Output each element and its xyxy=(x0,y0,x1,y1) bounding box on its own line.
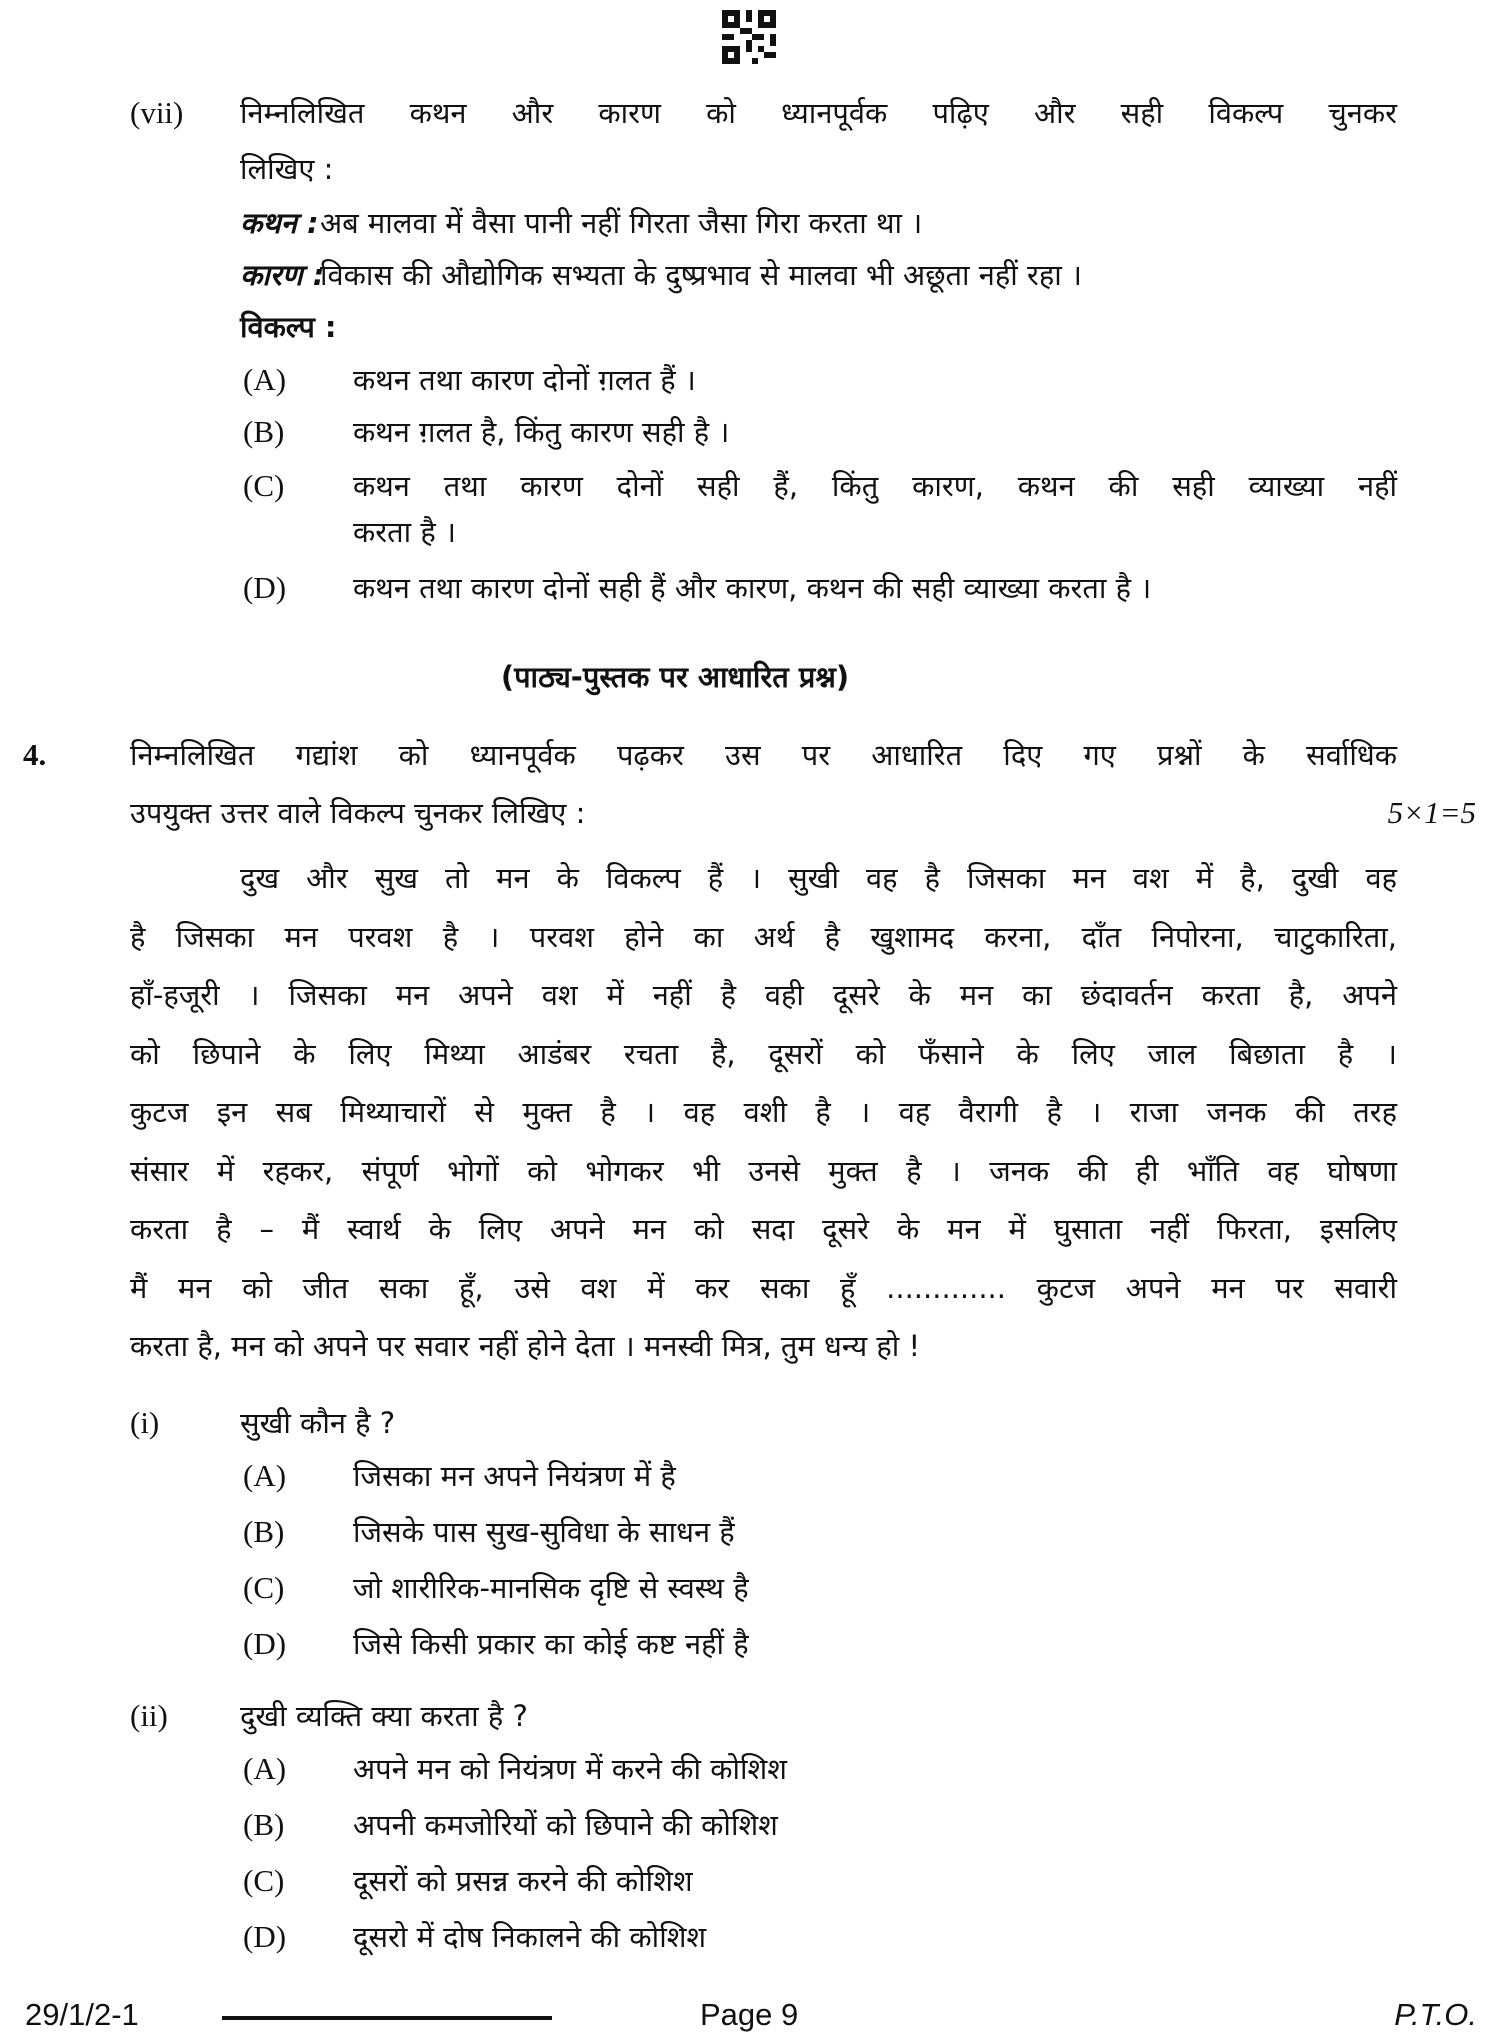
option-text: करता है । xyxy=(353,515,457,549)
option-label: (B) xyxy=(243,1807,285,1842)
option-text: अपने मन को नियंत्रण में करने की कोशिश xyxy=(353,1752,787,1786)
option-label: (D) xyxy=(243,1626,287,1661)
passage-line: है जिसका मन परवश है । परवश होने का अर्थ है खुशामद करना, दाँत निपोरना, चाटुकारिता, xyxy=(130,919,1397,954)
sub-question-number: (i) xyxy=(130,1405,160,1440)
instruction-line: उपयुक्त उत्तर वाले विकल्प चुनकर लिखिए : xyxy=(130,796,586,830)
assertion-label: कथन : xyxy=(240,206,319,240)
instruction-line: निम्नलिखित गद्यांश को ध्यानपूर्वक पढ़कर उस पर आधारित दिए गए प्रश्नों के सर्वाधिक xyxy=(130,738,1397,772)
passage-line: हाँ-हजूरी । जिसका मन अपने वश में नहीं है वही दूसरे के मन का छंदावर्तन करता है, अपने xyxy=(130,978,1397,1012)
qr-code-icon xyxy=(722,10,776,64)
option-label: (A) xyxy=(243,1458,287,1493)
assertion-text: अब मालवा में वैसा पानी नहीं गिरता जैसा गिरा करता था । xyxy=(320,206,923,240)
passage-line: संसार में रहकर, संपूर्ण भोगों को भोगकर भी उनसे मुक्त है । जनक की ही भाँति वह घोषणा xyxy=(130,1153,1397,1188)
passage-line: कुटज इन सब मिथ्याचारों से मुक्त है । वह वशी है । वह वैरागी है । राजा जनक की तरह xyxy=(130,1095,1397,1129)
sub-question-text: दुखी व्यक्ति क्या करता है ? xyxy=(240,1699,528,1733)
sub-question-number: (ii) xyxy=(130,1698,168,1733)
option-label: (A) xyxy=(243,1751,287,1786)
paper-code: 29/1/2-1 xyxy=(25,1997,139,2032)
passage-line: करता है – मैं स्वार्थ के लिए अपने मन को सदा दूसरे के मन में घुसाता नहीं फिरता, इसलिए xyxy=(130,1212,1397,1246)
section-heading: (पाठ्य-पुस्तक पर आधारित प्रश्न) xyxy=(500,660,850,694)
option-label: (D) xyxy=(243,570,287,605)
option-label: (D) xyxy=(243,1919,287,1954)
option-text: कथन ग़लत है, किंतु कारण सही है । xyxy=(353,415,730,449)
instruction-line: लिखिए : xyxy=(240,152,334,186)
sub-question-text: सुखी कौन है ? xyxy=(240,1406,396,1440)
pto-label: P.T.O. xyxy=(1394,1997,1477,2032)
option-text: कथन तथा कारण दोनों ग़लत हैं । xyxy=(353,363,696,397)
question-number: (vii) xyxy=(130,95,184,130)
option-text: कथन तथा कारण दोनों सही हैं और कारण, कथन की सही व्याख्या करता है । xyxy=(353,571,1152,605)
option-text: दूसरों को प्रसन्न करने की कोशिश xyxy=(353,1864,693,1898)
options-heading: विकल्प : xyxy=(240,310,337,344)
option-label: (A) xyxy=(243,362,287,397)
option-text: जिसे किसी प्रकार का कोई कष्ट नहीं है xyxy=(353,1627,749,1661)
option-text: अपनी कमजोरियों को छिपाने की कोशिश xyxy=(353,1808,778,1842)
option-text: जिसका मन अपने नियंत्रण में है xyxy=(353,1459,676,1493)
passage-line: मैं मन को जीत सका हूँ, उसे वश में कर सका हूँ ............. कुटज अपने मन पर सवारी xyxy=(130,1270,1397,1305)
marks: 5×1=5 xyxy=(1387,795,1476,830)
footer-rule xyxy=(222,2016,552,2020)
passage-line: दुख और सुख तो मन के विकल्प हैं । सुखी वह है जिसका मन वश में है, दुखी वह xyxy=(240,861,1397,895)
passage-line: करता है, मन को अपने पर सवार नहीं होने देता । मनस्वी मित्र, तुम धन्य हो ! xyxy=(130,1329,921,1363)
option-label: (B) xyxy=(243,1514,285,1549)
option-label: (B) xyxy=(243,414,285,449)
reason-text: विकास की औद्योगिक सभ्यता के दुष्प्रभाव से मालवा भी अछूता नहीं रहा । xyxy=(320,258,1082,292)
option-text: जो शारीरिक-मानसिक दृष्टि से स्वस्थ है xyxy=(353,1571,749,1605)
passage-line: को छिपाने के लिए मिथ्या आडंबर रचता है, दूसरों को फँसाने के लिए जाल बिछाता है । xyxy=(130,1036,1397,1071)
reason-label: कारण : xyxy=(240,258,325,292)
option-text: दूसरो में दोष निकालने की कोशिश xyxy=(353,1920,707,1954)
option-label: (C) xyxy=(243,468,285,503)
option-text: कथन तथा कारण दोनों सही हैं, किंतु कारण, कथन की सही व्याख्या नहीं xyxy=(353,469,1397,503)
option-label: (C) xyxy=(243,1570,285,1605)
option-label: (C) xyxy=(243,1863,285,1898)
option-text: जिसके पास सुख-सुविधा के साधन हैं xyxy=(353,1515,735,1549)
page-number: Page 9 xyxy=(700,1997,799,2032)
instruction-line: निम्नलिखित कथन और कारण को ध्यानपूर्वक पढ़िए और सही विकल्प चुनकर xyxy=(240,96,1397,130)
question-number: 4. xyxy=(23,737,47,772)
